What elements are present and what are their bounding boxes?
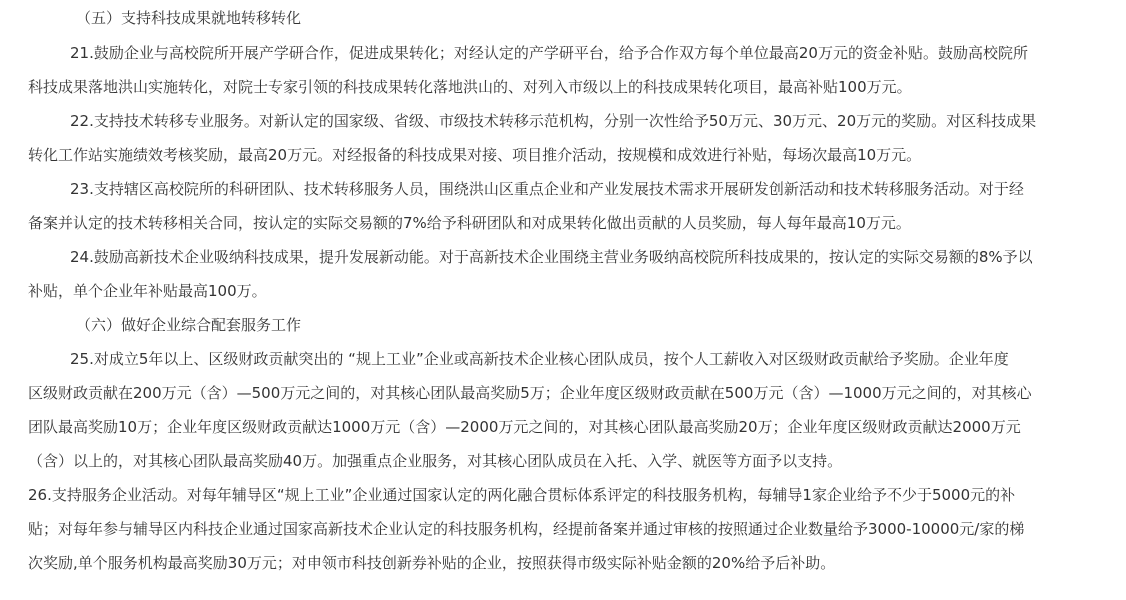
article-25-line-1: 25.对成立5年以上、区级财政贡献突出的 “规上工业”企业或高新技术企业核心团队成员，按个人工薪收入对区级财政贡献给予奖励。企业年度 (70, 350, 1009, 368)
section-heading-5: （五）支持科技成果就地转移转化 (76, 9, 302, 27)
article-22-line-1: 22.支持技术转移专业服务。对新认定的国家级、省级、市级技术转移示范机构，分别一次性给予50万元、30万元、20万元的奖励。对区科技成果 (70, 112, 1037, 130)
article-23-line-2: 备案并认定的技术转移相关合同，按认定的实际交易额的7%给予科研团队和对成果转化做出贡献的人员奖励，每人每年最高10万元。 (28, 214, 911, 232)
article-26-line-1: 26.支持服务企业活动。对每年辅导区“规上工业”企业通过国家认定的两化融合贯标体系评定的科技服务机构，每辅导1家企业给予不少于5000元的补 (28, 486, 1016, 504)
article-25-line-2: 区级财政贡献在200万元（含）—500万元之间的，对其核心团队最高奖励5万；企业年度区级财政贡献在500万元（含）—1000万元之间的，对其核心 (28, 384, 1032, 402)
article-24-line-1: 24.鼓励高新技术企业吸纳科技成果，提升发展新动能。对于高新技术企业围绕主营业务吸纳高校院所科技成果的，按认定的实际交易额的8%予以 (70, 248, 1033, 266)
article-24-line-2: 补贴，单个企业年补贴最高100万。 (28, 282, 267, 300)
article-25-line-4: （含）以上的，对其核心团队最高奖励40万。加强重点企业服务，对其核心团队成员在入托、入学、就医等方面予以支持。 (28, 452, 843, 470)
article-26-line-2: 贴；对每年参与辅导区内科技企业通过国家高新技术企业认定的科技服务机构，经提前备案并通过审核的按照通过企业数量给予3000-10000元/家的梯 (28, 520, 1025, 538)
article-25-line-3: 团队最高奖励10万；企业年度区级财政贡献达1000万元（含）—2000万元之间的，对其核心团队最高奖励20万；企业年度区级财政贡献达2000万元 (28, 418, 1021, 436)
article-21-line-2: 科技成果落地洪山实施转化，对院士专家引领的科技成果转化落地洪山的、对列入市级以上的科技成果转化项目，最高补贴100万元。 (28, 78, 912, 96)
article-23-line-1: 23.支持辖区高校院所的科研团队、技术转移服务人员，围绕洪山区重点企业和产业发展技术需求开展研发创新活动和技术转移服务活动。对于经 (70, 180, 1024, 198)
section-heading-6: （六）做好企业综合配套服务工作 (76, 316, 302, 334)
article-21-line-1: 21.鼓励企业与高校院所开展产学研合作，促进成果转化；对经认定的产学研平台，给予合作双方每个单位最高20万元的资金补贴。鼓励高校院所 (70, 44, 1028, 62)
article-26-line-3: 次奖励,单个服务机构最高奖励30万元；对申领市科技创新券补贴的企业，按照获得市级实际补贴金额的20%给予后补助。 (28, 554, 836, 572)
article-22-line-2: 转化工作站实施绩效考核奖励，最高20万元。对经报备的科技成果对接、项目推介活动，按规模和成效进行补贴，每场次最高10万元。 (28, 146, 922, 164)
